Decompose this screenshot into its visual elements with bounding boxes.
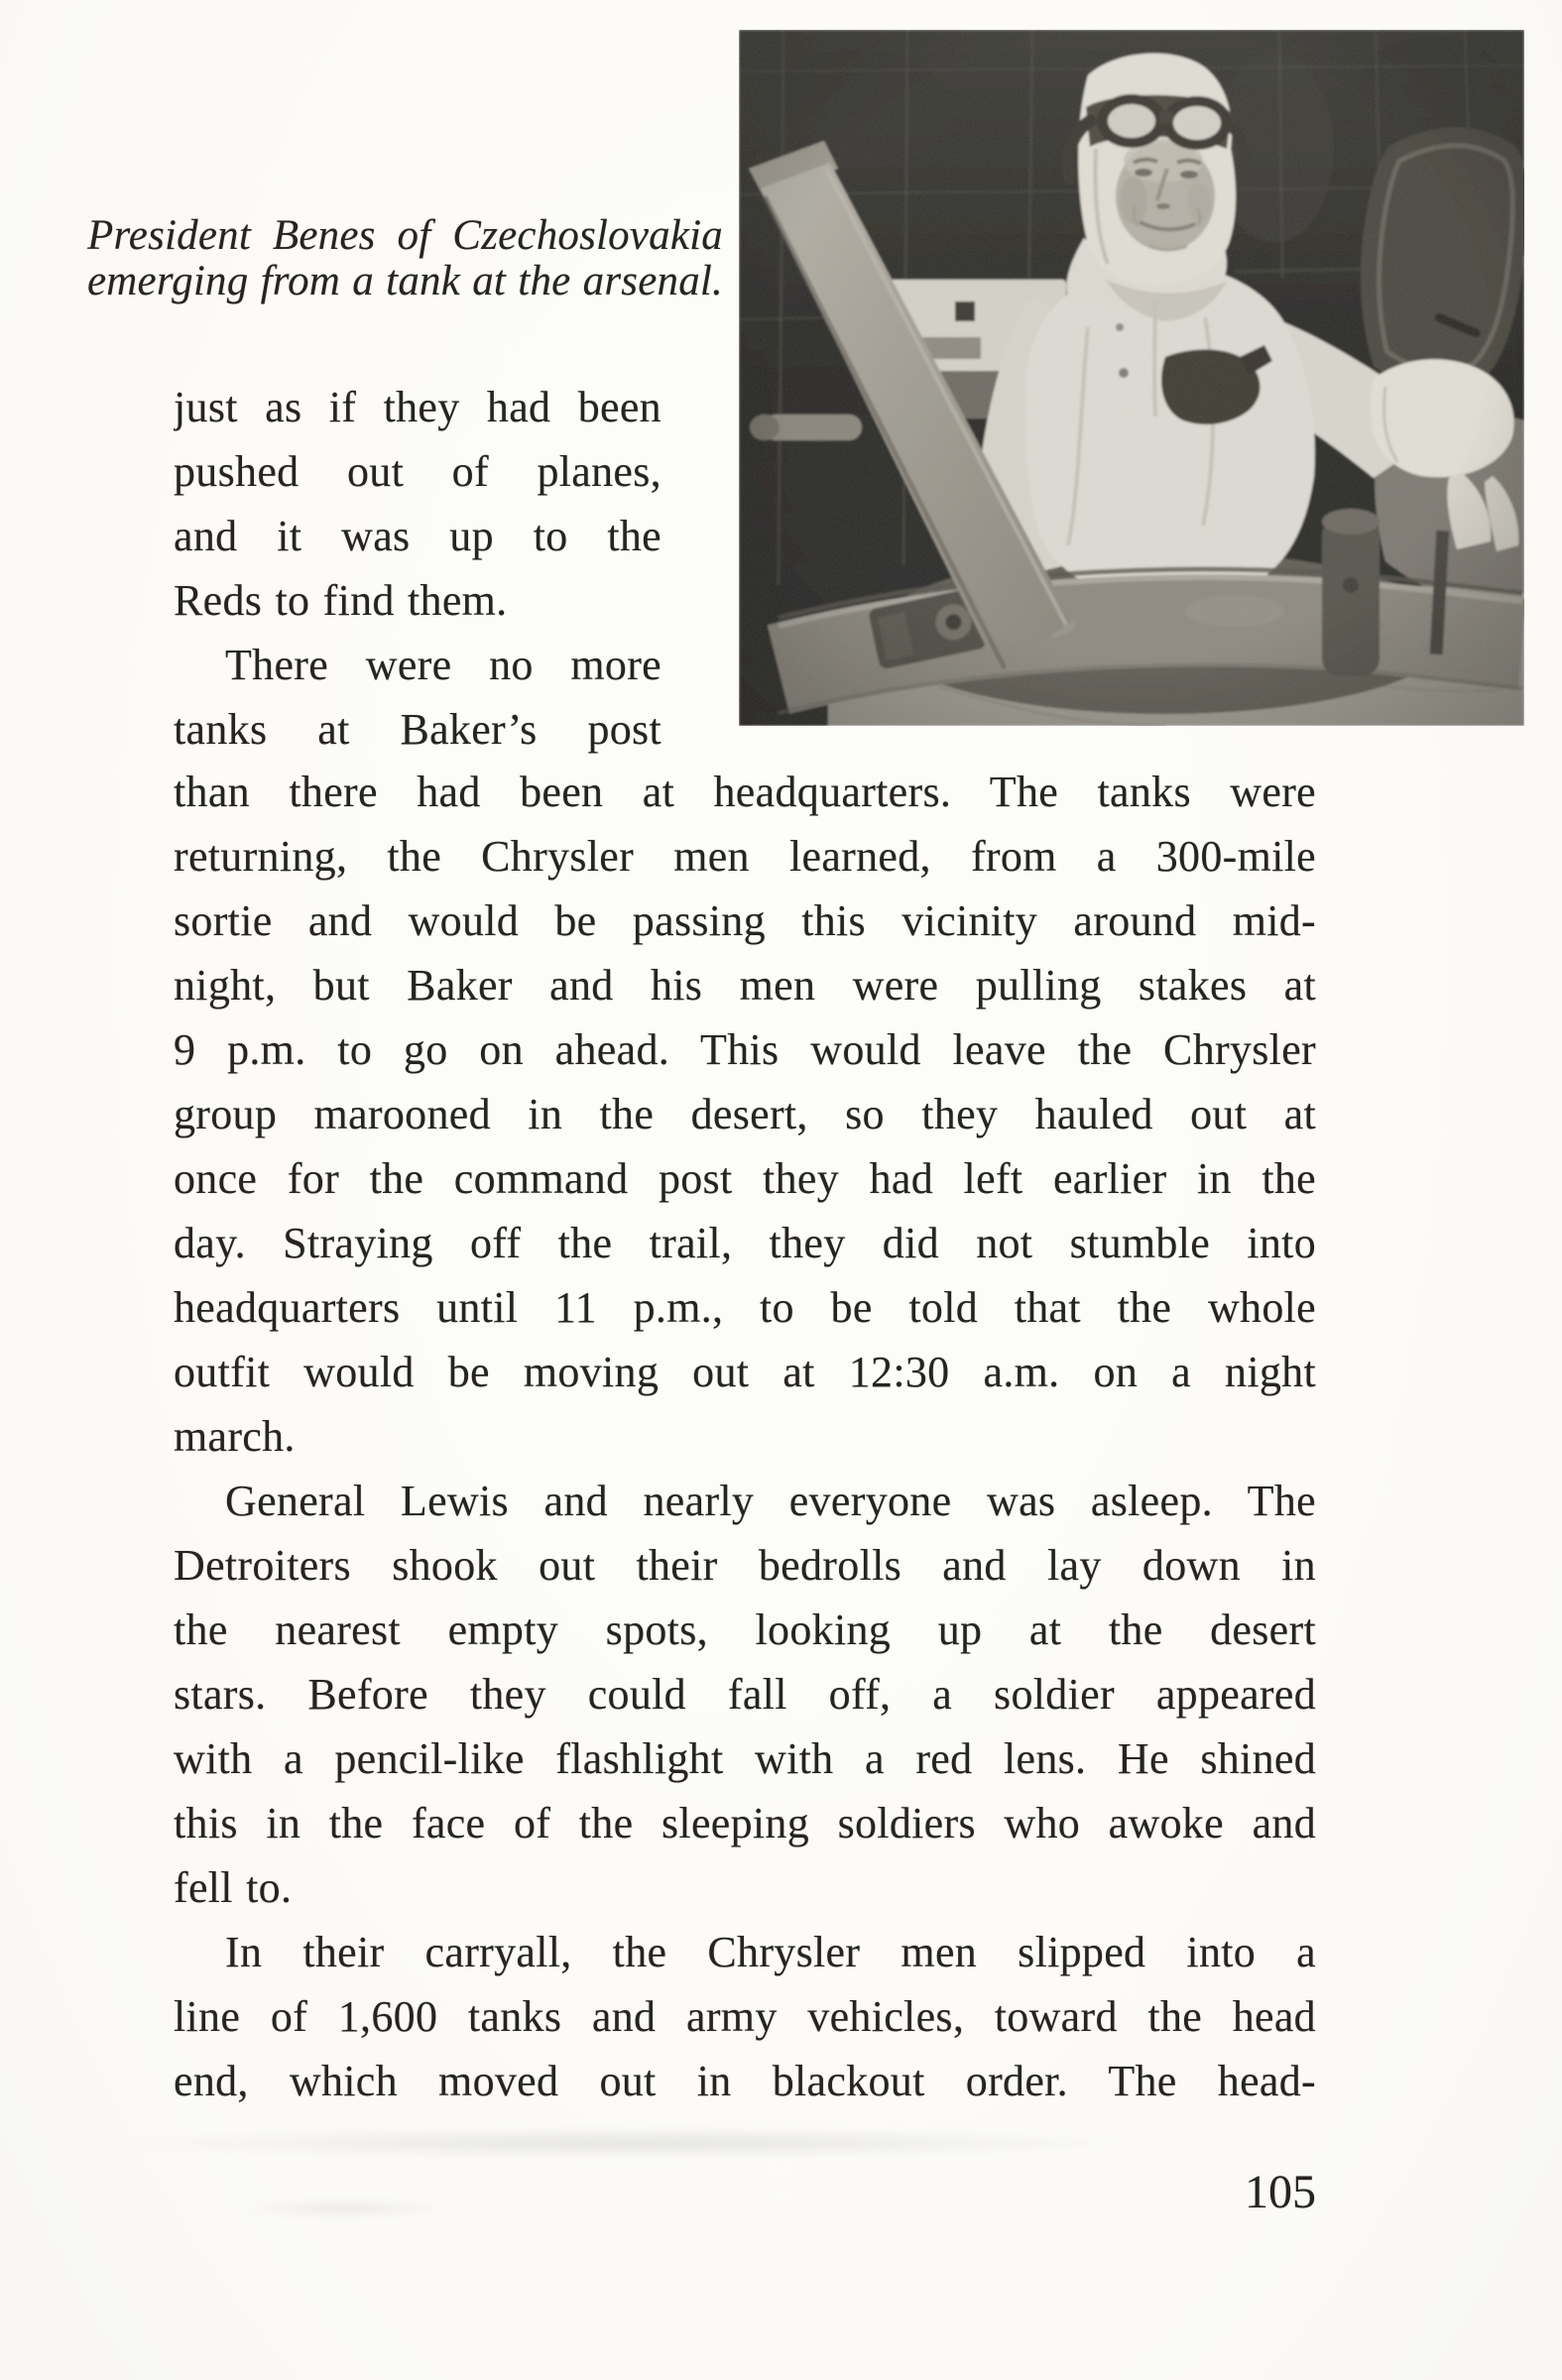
body-text-line: march. — [174, 1412, 296, 1461]
body-text-line: end, which moved out in blackout order. The head- — [174, 2057, 1316, 2105]
body-text-line: once for the command post they had left earlier in the — [174, 1154, 1316, 1203]
caption-line: President Benes of Czechoslovakia — [87, 213, 723, 259]
body-text-line: with a pencil-like flashlight with a red lens. He shined — [174, 1734, 1316, 1783]
body-text-line: Reds to find them. — [174, 576, 508, 625]
body-text-line: than there had been at headquarters. The tanks were — [174, 768, 1316, 816]
body-text-line: fell to. — [174, 1863, 293, 1912]
body-text-line: day. Straying off the trail, they did not stumble into — [174, 1219, 1316, 1267]
body-text-line: line of 1,600 tanks and army vehicles, toward the head — [174, 1992, 1316, 2041]
body-text-line: stars. Before they could fall off, a soldier appeared — [174, 1670, 1316, 1719]
tank-photo — [739, 30, 1524, 726]
body-text-line: returning, the Chrysler men learned, from a 300-mile — [174, 832, 1316, 881]
tank-photo-art — [739, 30, 1524, 726]
body-text-line: Detroiters shook out their bedrolls and lay down in — [174, 1541, 1316, 1590]
scan-smudge — [243, 2200, 451, 2217]
body-text-line: In their carryall, the Chrysler men slipped into a — [225, 1928, 1316, 1976]
body-text-line: sortie and would be passing this vicinity around mid- — [174, 896, 1316, 945]
page-number: 105 — [1245, 2166, 1316, 2218]
body-text-line: pushed out of planes, — [174, 447, 661, 496]
film-grain — [739, 30, 1524, 726]
photo-caption — [87, 213, 723, 304]
narrow-column — [174, 375, 661, 762]
body-text-line: group marooned in the desert, so they hauled out at — [174, 1090, 1316, 1138]
body-text-line: the nearest empty spots, looking up at the desert — [174, 1606, 1316, 1654]
body-text-line: 9 p.m. to go on ahead. This would leave the Chrysler — [174, 1025, 1316, 1074]
body-text-line: outfit would be moving out at 12:30 a.m. on a night — [174, 1348, 1316, 1396]
body-text-line: General Lewis and nearly everyone was asleep. The — [225, 1477, 1316, 1525]
body-text-line: tanks at Baker’s post — [174, 705, 661, 754]
scan-smudge — [129, 2128, 1141, 2158]
body-text-line: this in the face of the sleeping soldiers who awoke and — [174, 1799, 1316, 1847]
body-text-line: and it was up to the — [174, 512, 661, 560]
body-text-line: just as if they had been — [174, 383, 661, 431]
body-text-line: There were no more — [225, 641, 661, 689]
body-text-line: night, but Baker and his men were pulling stakes at — [174, 961, 1316, 1010]
body-text-line: headquarters until 11 p.m., to be told that the whole — [174, 1283, 1316, 1332]
caption-line: emerging from a tank at the arsenal. — [87, 259, 723, 304]
body-text — [174, 760, 1316, 2113]
